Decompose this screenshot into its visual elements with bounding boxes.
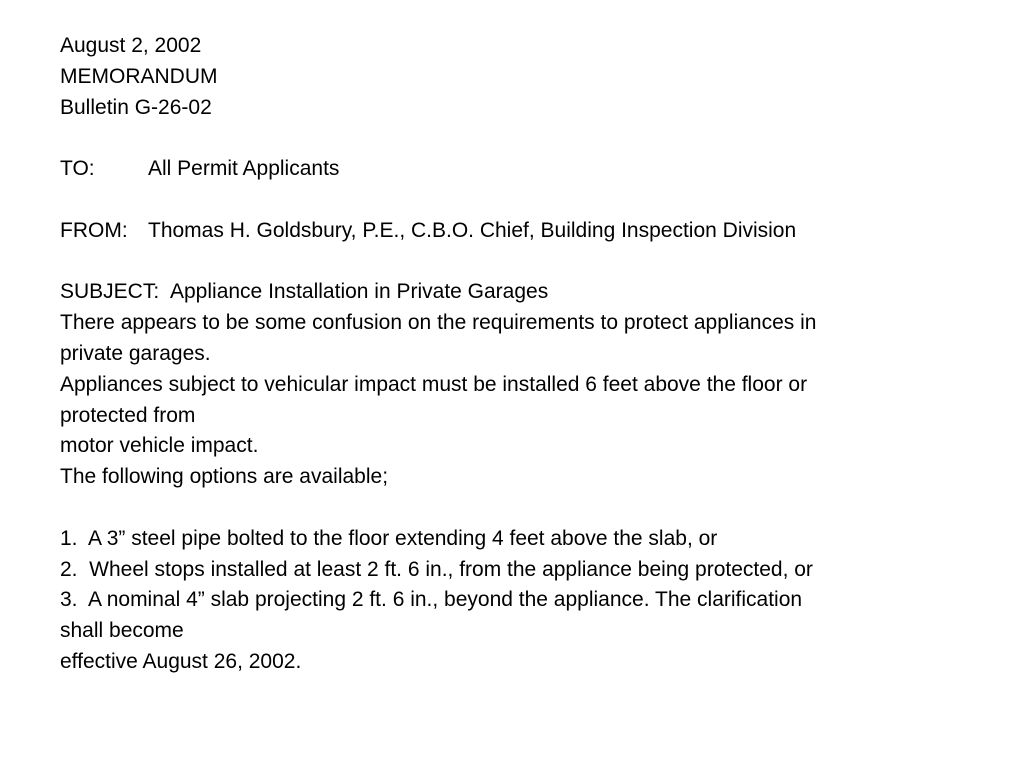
option-line: 2. Wheel stops installed at least 2 ft. 6 in., from the appliance being protected, or [60, 557, 813, 581]
subject-label: SUBJECT: [60, 280, 160, 304]
spacer [60, 185, 960, 216]
subject-value: Appliance Installation in Private Garages [170, 280, 549, 304]
body-line: private garages. [60, 341, 211, 365]
spacer [60, 247, 960, 278]
spacer [60, 123, 960, 154]
from-row [60, 216, 960, 247]
memo-type: MEMORANDUM [60, 64, 218, 88]
from-value: Thomas H. Goldsbury, P.E., C.B.O. Chief, Building Inspection Division [148, 218, 797, 242]
body-line: protected from [60, 403, 196, 427]
from-label: FROM: [60, 218, 128, 242]
body-line: The following options are available; [60, 465, 389, 489]
body-line: motor vehicle impact. [60, 434, 259, 458]
option-line: 1. A 3” steel pipe bolted to the floor extending 4 feet above the slab, or [60, 526, 718, 550]
memo-document [60, 31, 960, 678]
memo-bulletin: Bulletin G-26-02 [60, 95, 212, 119]
body-line: Appliances subject to vehicular impact must be installed 6 feet above the floor or [60, 372, 808, 396]
option-line: shall become [60, 619, 184, 643]
memo-date: August 2, 2002 [60, 34, 202, 57]
to-row [60, 154, 960, 185]
subject-row [60, 277, 960, 308]
option-line: effective August 26, 2002. [60, 649, 302, 673]
body-line: There appears to be some confusion on the requirements to protect appliances in [60, 311, 817, 335]
spacer [60, 493, 960, 524]
option-line: 3. A nominal 4” slab projecting 2 ft. 6 in., beyond the appliance. The clarification [60, 588, 803, 612]
to-label: TO: [60, 157, 95, 181]
to-value: All Permit Applicants [148, 157, 340, 181]
